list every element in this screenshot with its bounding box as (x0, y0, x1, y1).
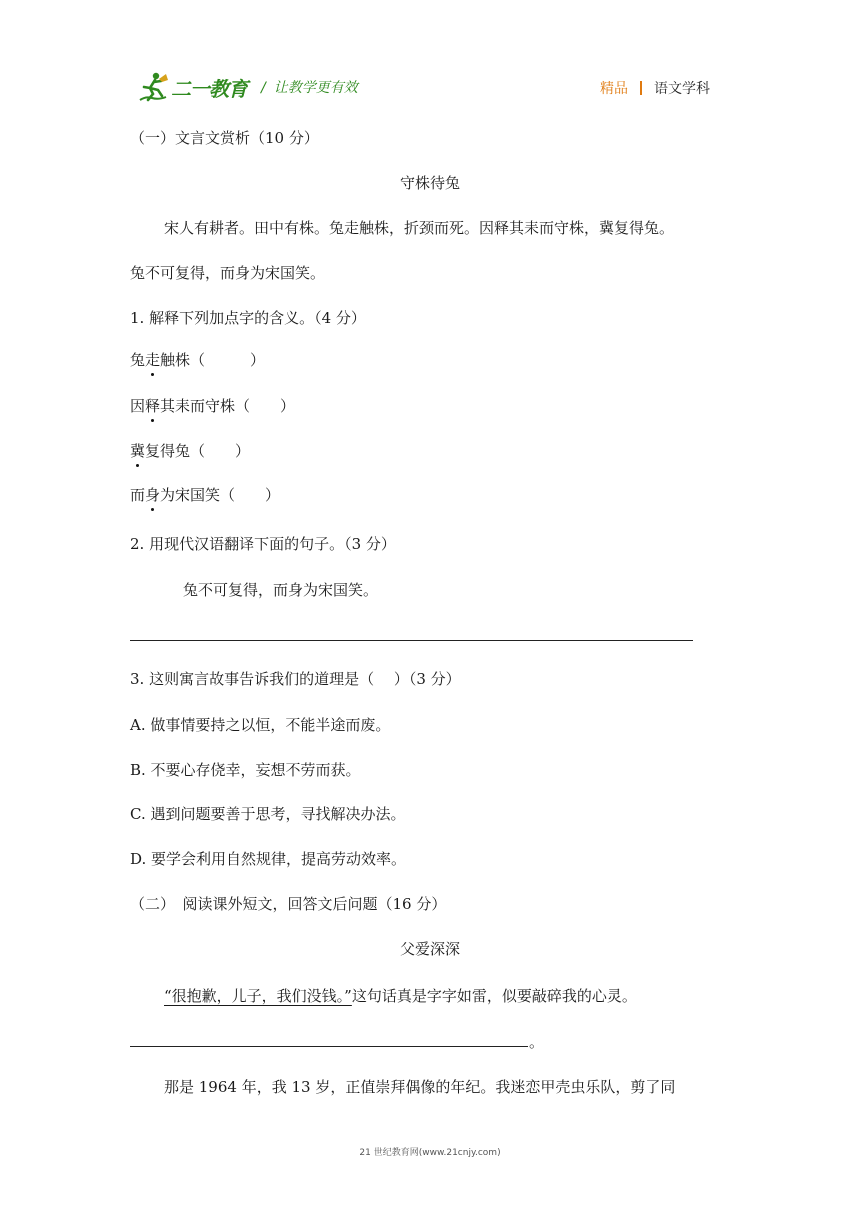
passage-line-2: 兔不可复得，而身为宋国笑。 (130, 264, 326, 282)
page-footer: 21 世纪教育网(www.21cnjy.com) (359, 1148, 501, 1158)
dotted-char: 身 (145, 486, 161, 504)
header-right (600, 78, 710, 98)
q2-sentence: 兔不可复得，而身为宋国笑。 (183, 581, 379, 599)
q1-item-3: 冀复得兔（ ） (130, 442, 251, 460)
boutique-label: 精品 (600, 81, 628, 97)
option-b: B. 不要心存侥幸，妄想不劳而获。 (130, 761, 361, 779)
slogan-text: 让教学更有效 (273, 80, 358, 96)
q1-item-2: 因释其耒而守株（ ） (130, 397, 296, 415)
header-divider (640, 81, 642, 95)
dotted-char: 释 (145, 397, 161, 415)
answer-line (130, 640, 693, 641)
page-header (0, 0, 860, 120)
option-c: C. 遇到问题要善于思考，寻找解决办法。 (130, 805, 406, 823)
brand-slogan (261, 77, 358, 97)
option-d: D. 要学会利用自然规律，提高劳动效率。 (130, 850, 407, 868)
runner-logo-icon (136, 70, 170, 104)
quote-rest: 这句话真是字字如雷，似要敲碎我的心灵。 (351, 987, 637, 1005)
question-2: 2. 用现代汉语翻译下面的句子。（3 分） (130, 535, 396, 553)
fill-blank-line (130, 1046, 528, 1047)
dotted-char: 冀 (130, 442, 146, 460)
dotted-char: 走 (145, 351, 161, 369)
section2-heading: （二） 阅读课外短文，回答文后问题（16 分） (130, 895, 447, 913)
slogan-slash: / (261, 80, 266, 96)
question-1: 1. 解释下列加点字的含义。（4 分） (130, 309, 366, 327)
blank-period: 。 (529, 1033, 545, 1051)
passage-line-1: 宋人有耕者。田中有株。兔走触株，折颈而死。因释其耒而守株，冀复得兔。 (164, 219, 675, 237)
q1-item-1: 兔走触株（ ） (130, 351, 266, 369)
quote-line (164, 986, 637, 1006)
subject-label: 语文学科 (654, 81, 710, 97)
q1-item-4: 而身为宋国笑（ ） (130, 486, 281, 504)
brand-logo (136, 70, 358, 104)
section1-title: 守株待兔 (399, 174, 460, 192)
underlined-quote: “很抱歉，儿子，我们没钱。” (164, 987, 352, 1005)
question-3: 3. 这则寓言故事告诉我们的道理是（ ）（3 分） (130, 670, 461, 688)
section1-heading: （一）文言文赏析（10 分） (130, 129, 319, 147)
brand-name: 二一教育 (171, 76, 247, 101)
paragraph-line: 那是 1964 年，我 13 岁，正值崇拜偶像的年纪。我迷恋甲壳虫乐队，剪了同 (164, 1078, 676, 1096)
option-a: A. 做事情要持之以恒，不能半途而废。 (130, 716, 391, 734)
section2-title: 父爱深深 (399, 940, 460, 958)
